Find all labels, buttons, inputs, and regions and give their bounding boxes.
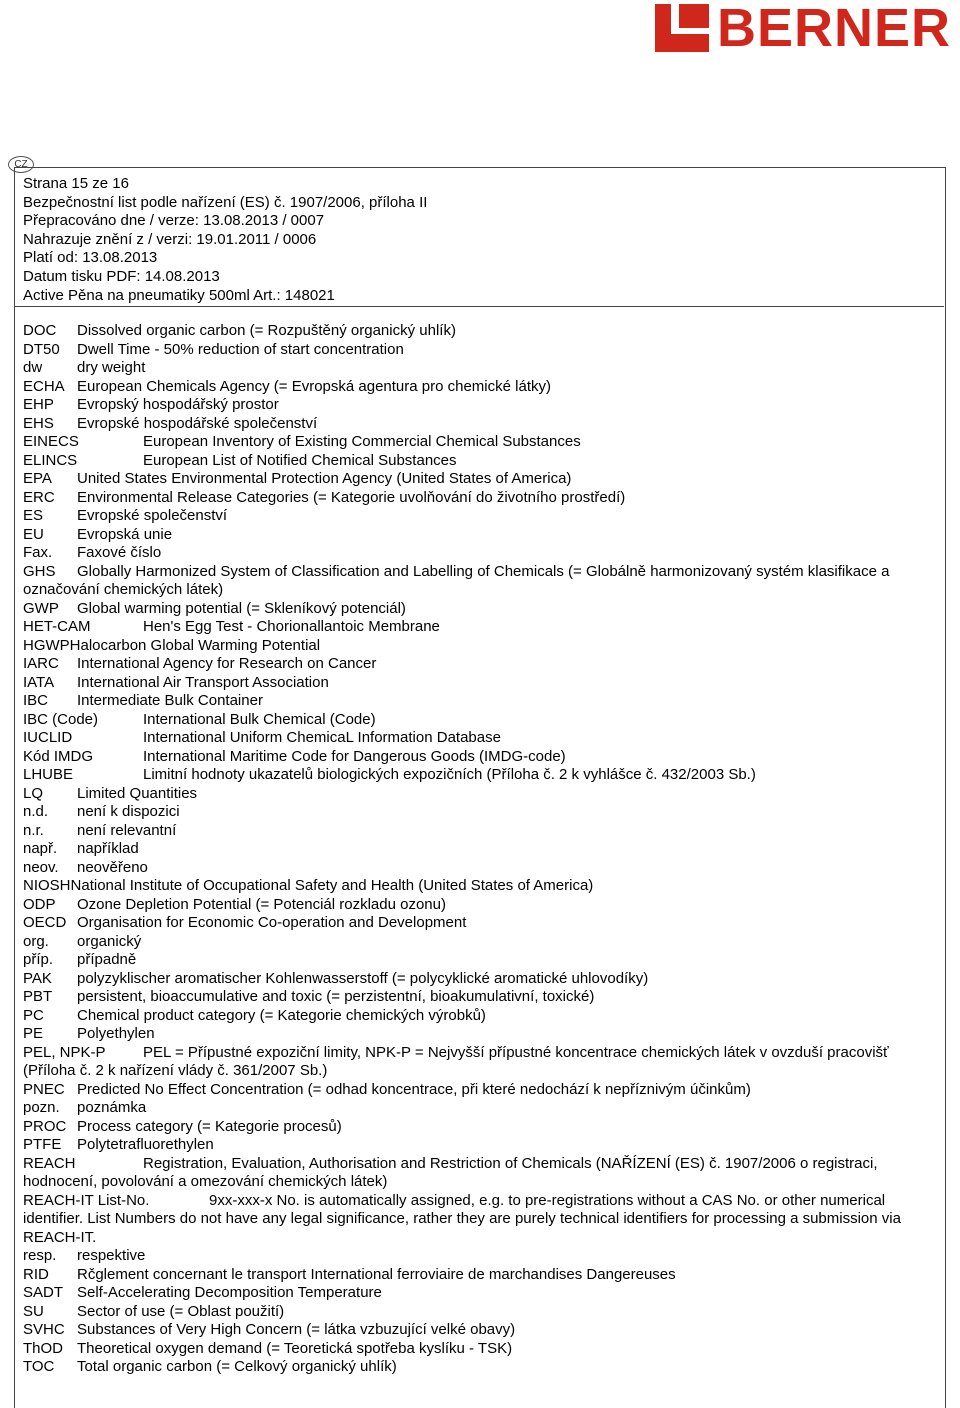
- abbreviation-row: [23, 970, 903, 989]
- abbreviation-row: [23, 359, 903, 378]
- abbreviation-row: [23, 1081, 903, 1100]
- abbreviation-term: Fax.: [23, 544, 53, 561]
- abbreviation-definition: Sector of use (= Oblast použití): [77, 1302, 285, 1320]
- abbreviation-row: [23, 785, 903, 804]
- abbreviation-definition: Chemical product category (= Kategorie chemických výrobků): [77, 1006, 486, 1024]
- abbreviation-row: [23, 452, 903, 471]
- language-badge: CZ: [8, 156, 34, 173]
- abbreviation-definition: případně: [77, 951, 137, 968]
- abbreviation-definition: National Institute of Occupational Safety and Health (United States of America): [70, 877, 594, 894]
- abbreviation-row: [23, 914, 903, 933]
- abbreviation-definition: Organisation for Economic Co-operation and Development: [77, 914, 467, 931]
- abbreviation-row: [23, 470, 903, 489]
- abbreviation-term: EHS: [23, 414, 54, 432]
- abbreviation-row: [23, 489, 903, 508]
- abbreviation-term: LQ: [23, 784, 44, 802]
- abbreviation-row: [23, 988, 903, 1007]
- abbreviation-term: ERC: [23, 488, 55, 506]
- abbreviation-definition: International Bulk Chemical (Code): [143, 710, 376, 728]
- abbreviation-row: [23, 378, 903, 397]
- abbreviation-term: IUCLID: [23, 729, 73, 746]
- abbreviation-definition: Polytetrafluorethylen: [77, 1136, 214, 1153]
- abbreviation-row: [23, 1358, 903, 1377]
- abbreviation-row: [23, 1007, 903, 1026]
- abbreviation-definition: neověřeno: [77, 858, 148, 876]
- abbreviation-row: [23, 933, 903, 952]
- abbreviation-row: [23, 822, 903, 841]
- product-name: Active Pěna na pneumatiky 500ml Art.: 148021: [23, 286, 335, 304]
- abbreviation-definition: International Maritime Code for Dangerous Goods (IMDG-code): [143, 747, 566, 765]
- abbreviation-definition: Polyethylen: [77, 1025, 155, 1042]
- abbreviation-definition: Evropské společenství: [77, 507, 228, 524]
- abbreviation-row: [23, 655, 903, 674]
- abbreviation-term: např.: [23, 840, 58, 857]
- print-date: Datum tisku PDF: 14.08.2013: [23, 267, 220, 285]
- abbreviation-term: org.: [23, 932, 49, 950]
- abbreviation-definition: Self-Accelerating Decomposition Temperature: [77, 1284, 382, 1301]
- revision-date: Přepracováno dne / verze: 13.08.2013 / 0007: [23, 212, 325, 230]
- page-number: Strana 15 ze 16: [23, 175, 129, 192]
- berner-logo: [655, 0, 955, 58]
- abbreviation-term: příp.: [23, 951, 54, 968]
- abbreviation-term: dw: [23, 359, 43, 376]
- abbreviation-row: [23, 507, 903, 526]
- abbreviation-term: PC: [23, 1006, 44, 1024]
- abbreviation-term: neov.: [23, 858, 59, 876]
- abbreviation-definition: není relevantní: [77, 821, 177, 839]
- abbreviation-row: [23, 859, 903, 878]
- abbreviation-definition: European Chemicals Agency (= Evropská agentura pro chemické látky): [77, 377, 551, 395]
- abbreviation-definition: Global warming potential (= Skleníkový potenciál): [77, 599, 406, 617]
- abbreviation-definition: Process category (= Kategorie procesů): [77, 1117, 342, 1135]
- abbreviation-row: [23, 803, 903, 822]
- abbreviation-term: HGWP: [23, 636, 70, 654]
- abbreviation-term: PROC: [23, 1117, 67, 1135]
- abbreviation-definition: Evropský hospodářský prostor: [77, 396, 279, 413]
- abbreviation-definition: International Uniform ChemicaL Information Database: [143, 729, 501, 746]
- abbreviation-row: [23, 674, 903, 693]
- abbreviation-row: [23, 729, 903, 748]
- abbreviation-row: [23, 1340, 903, 1359]
- abbreviation-definition: poznámka: [77, 1099, 147, 1116]
- abbreviation-term: DT50: [23, 340, 60, 358]
- abbreviation-definition: Dissolved organic carbon (= Rozpuštěný organický uhlík): [77, 322, 456, 339]
- abbreviation-term: ThOD: [23, 1339, 64, 1357]
- abbreviation-definition: Halocarbon Global Warming Potential: [69, 636, 321, 654]
- abbreviation-definition: European List of Notified Chemical Substances: [143, 451, 457, 469]
- abbreviation-definition: Environmental Release Categories (= Kategorie uvolňování do životního prostředí): [77, 488, 626, 506]
- abbreviation-definition: není k dispozici: [77, 803, 180, 820]
- abbreviation-term: IBC: [23, 692, 49, 709]
- abbreviation-definition: dry weight: [77, 359, 146, 376]
- abbreviation-row: [23, 526, 903, 545]
- header-divider: [14, 306, 944, 307]
- abbreviation-term: resp.: [23, 1247, 57, 1264]
- abbreviation-term: SVHC: [23, 1321, 65, 1338]
- abbreviation-row: [23, 322, 903, 341]
- abbreviation-term: EPA: [23, 470, 52, 487]
- abbreviation-row: [23, 600, 903, 619]
- abbreviation-term: LHUBE: [23, 766, 74, 783]
- abbreviation-term: OECD: [23, 914, 67, 931]
- abbreviation-term: NIOSH: [23, 877, 71, 894]
- abbreviation-row: [23, 563, 903, 600]
- valid-from: Platí od: 13.08.2013: [23, 249, 158, 267]
- abbreviation-row: [23, 711, 903, 730]
- abbreviation-row: [23, 1321, 903, 1340]
- abbreviation-definition: Hen's Egg Test - Chorionallantoic Membrane: [143, 618, 440, 635]
- abbreviation-row: [23, 896, 903, 915]
- abbreviation-row: [23, 1099, 903, 1118]
- abbreviation-row: [23, 1044, 903, 1081]
- abbreviation-definition: persistent, bioaccumulative and toxic (= perzistentní, bioakumulativní, toxické): [77, 988, 595, 1005]
- abbreviation-term: PE: [23, 1025, 44, 1042]
- abbreviation-term: EINECS: [23, 433, 79, 450]
- abbreviation-row: [23, 1136, 903, 1155]
- abbreviation-row: [23, 1247, 903, 1266]
- abbreviation-definition: United States Environmental Protection Agency (United States of America): [77, 470, 572, 487]
- abbreviation-term: PAK: [23, 969, 52, 987]
- berner-logo-mark: [655, 4, 709, 52]
- abbreviation-term: SADT: [23, 1284, 64, 1301]
- abbreviation-definition: Substances of Very High Concern (= látka vzbuzující velké obavy): [77, 1321, 516, 1338]
- document-header: [23, 175, 427, 305]
- abbreviation-row: [23, 1284, 903, 1303]
- abbreviation-definition: International Agency for Research on Cancer: [77, 655, 377, 672]
- abbreviation-definition: Limitní hodnoty ukazatelů biologických expozičních (Příloha č. 2 k vyhlášce č. 432/2003 Sb.): [143, 766, 756, 783]
- abbreviation-term: PNEC: [23, 1080, 65, 1098]
- abbreviation-row: [23, 877, 903, 896]
- abbreviation-row: [23, 1025, 903, 1044]
- abbreviation-row: [23, 840, 903, 859]
- abbreviation-definition: Dwell Time - 50% reduction of start concentration: [77, 340, 404, 358]
- abbreviation-term: IATA: [23, 673, 55, 691]
- abbreviation-term: IBC (Code): [23, 710, 99, 728]
- abbreviation-definition: Theoretical oxygen demand (= Teoretická spotřeba kyslíku - TSK): [77, 1339, 513, 1357]
- abbreviation-definition: Registration, Evaluation, Authorisation and Restriction of Chemicals (NAŘÍZENÍ (ES) č. 1907/2006 o registraci, hodnocení, povolování a omezování chemických látek): [23, 1154, 878, 1190]
- abbreviation-definition: například: [77, 840, 139, 857]
- abbreviation-term: n.d.: [23, 803, 49, 820]
- abbreviation-definition: Limited Quantities: [77, 784, 198, 802]
- abbreviation-definition: Globally Harmonized System of Classification and Labelling of Chemicals (= Globálně harmonizovaný systém klasifikace a označování chemických látek): [23, 562, 890, 598]
- abbreviation-term: PBT: [23, 988, 53, 1005]
- abbreviation-term: DOC: [23, 322, 57, 339]
- abbreviation-row: [23, 1155, 903, 1192]
- abbreviation-row: [23, 637, 903, 656]
- abbreviation-definition: 9xx-xxx-x No. is automatically assigned, e.g. to pre-registrations without a CAS No. or other numerical identifier. List Numbers do not have any legal significance, rather they are purely technical identifiers for processing a submission via REACH-IT.: [23, 1191, 901, 1246]
- abbreviation-definition: Evropská unie: [77, 525, 173, 543]
- abbreviation-term: ODP: [23, 895, 56, 913]
- abbreviation-definition: Faxové číslo: [77, 544, 162, 561]
- abbreviation-term: pozn.: [23, 1099, 60, 1116]
- abbreviation-definition: PEL = Přípustné expoziční limity, NPK-P = Nejvyšší přípustné koncentrace chemických látek v ovzduší pracovišť (Příloha č. 2 k nařízení vlády č. 361/2007 Sb.): [23, 1043, 889, 1079]
- abbreviation-row: [23, 618, 903, 637]
- abbreviation-row: [23, 1266, 903, 1285]
- abbreviation-definition: European Inventory of Existing Commercial Chemical Substances: [143, 433, 581, 450]
- abbreviation-term: PTFE: [23, 1136, 62, 1153]
- abbreviation-term: TOC: [23, 1358, 55, 1375]
- abbreviation-row: [23, 748, 903, 767]
- abbreviation-list: [23, 322, 903, 1377]
- abbreviation-term: ELINCS: [23, 451, 78, 469]
- abbreviation-row: [23, 1192, 903, 1248]
- replaces-version: Nahrazuje znění z / verzi: 19.01.2011 / 0006: [23, 230, 317, 248]
- abbreviation-term: ES: [23, 507, 44, 524]
- abbreviation-definition: Total organic carbon (= Celkový organický uhlík): [77, 1358, 397, 1375]
- abbreviation-term: Kód IMDG: [23, 747, 94, 765]
- abbreviation-definition: Intermediate Bulk Container: [77, 692, 263, 709]
- abbreviation-row: [23, 1303, 903, 1322]
- abbreviation-term: HET-CAM: [23, 618, 91, 635]
- abbreviation-definition: Predicted No Effect Concentration (= odhad koncentrace, při které nedochází k nepříznivým účinkům): [77, 1080, 751, 1098]
- abbreviation-row: [23, 396, 903, 415]
- abbreviation-row: [23, 341, 903, 360]
- abbreviation-definition: organický: [77, 932, 142, 950]
- abbreviation-row: [23, 951, 903, 970]
- abbreviation-definition: International Air Transport Association: [77, 673, 329, 691]
- abbreviation-row: [23, 433, 903, 452]
- abbreviation-definition: Ozone Depletion Potential (= Potenciál rozkladu ozonu): [77, 895, 446, 913]
- abbreviation-term: GHS: [23, 562, 56, 580]
- abbreviation-term: IARC: [23, 655, 59, 672]
- abbreviation-term: EU: [23, 525, 44, 543]
- abbreviation-row: [23, 544, 903, 563]
- berner-logo-text: BERNER: [717, 0, 952, 58]
- abbreviation-term: REACH: [23, 1154, 76, 1172]
- abbreviation-term: SU: [23, 1302, 44, 1320]
- abbreviation-row: [23, 415, 903, 434]
- abbreviation-term: EHP: [23, 396, 54, 413]
- abbreviation-definition: respektive: [77, 1247, 146, 1264]
- abbreviation-term: n.r.: [23, 821, 44, 839]
- abbreviation-term: GWP: [23, 599, 59, 617]
- abbreviation-row: [23, 692, 903, 711]
- abbreviation-definition: Evropské hospodářské společenství: [77, 414, 318, 432]
- abbreviation-row: [23, 766, 903, 785]
- abbreviation-term: PEL, NPK-P: [23, 1043, 106, 1061]
- abbreviation-term: ECHA: [23, 377, 65, 395]
- abbreviation-term: REACH-IT List-No.: [23, 1191, 150, 1209]
- document-title: Bezpečnostní list podle nařízení (ES) č. 1907/2006, příloha II: [23, 193, 428, 211]
- abbreviation-term: RID: [23, 1265, 49, 1283]
- abbreviation-row: [23, 1118, 903, 1137]
- abbreviation-definition: Rčglement concernant le transport International ferroviaire de marchandises Dangereuses: [77, 1265, 676, 1283]
- abbreviation-definition: polyzyklischer aromatischer Kohlenwasserstoff (= polycyklické aromatické uhlovodíky): [77, 969, 649, 987]
